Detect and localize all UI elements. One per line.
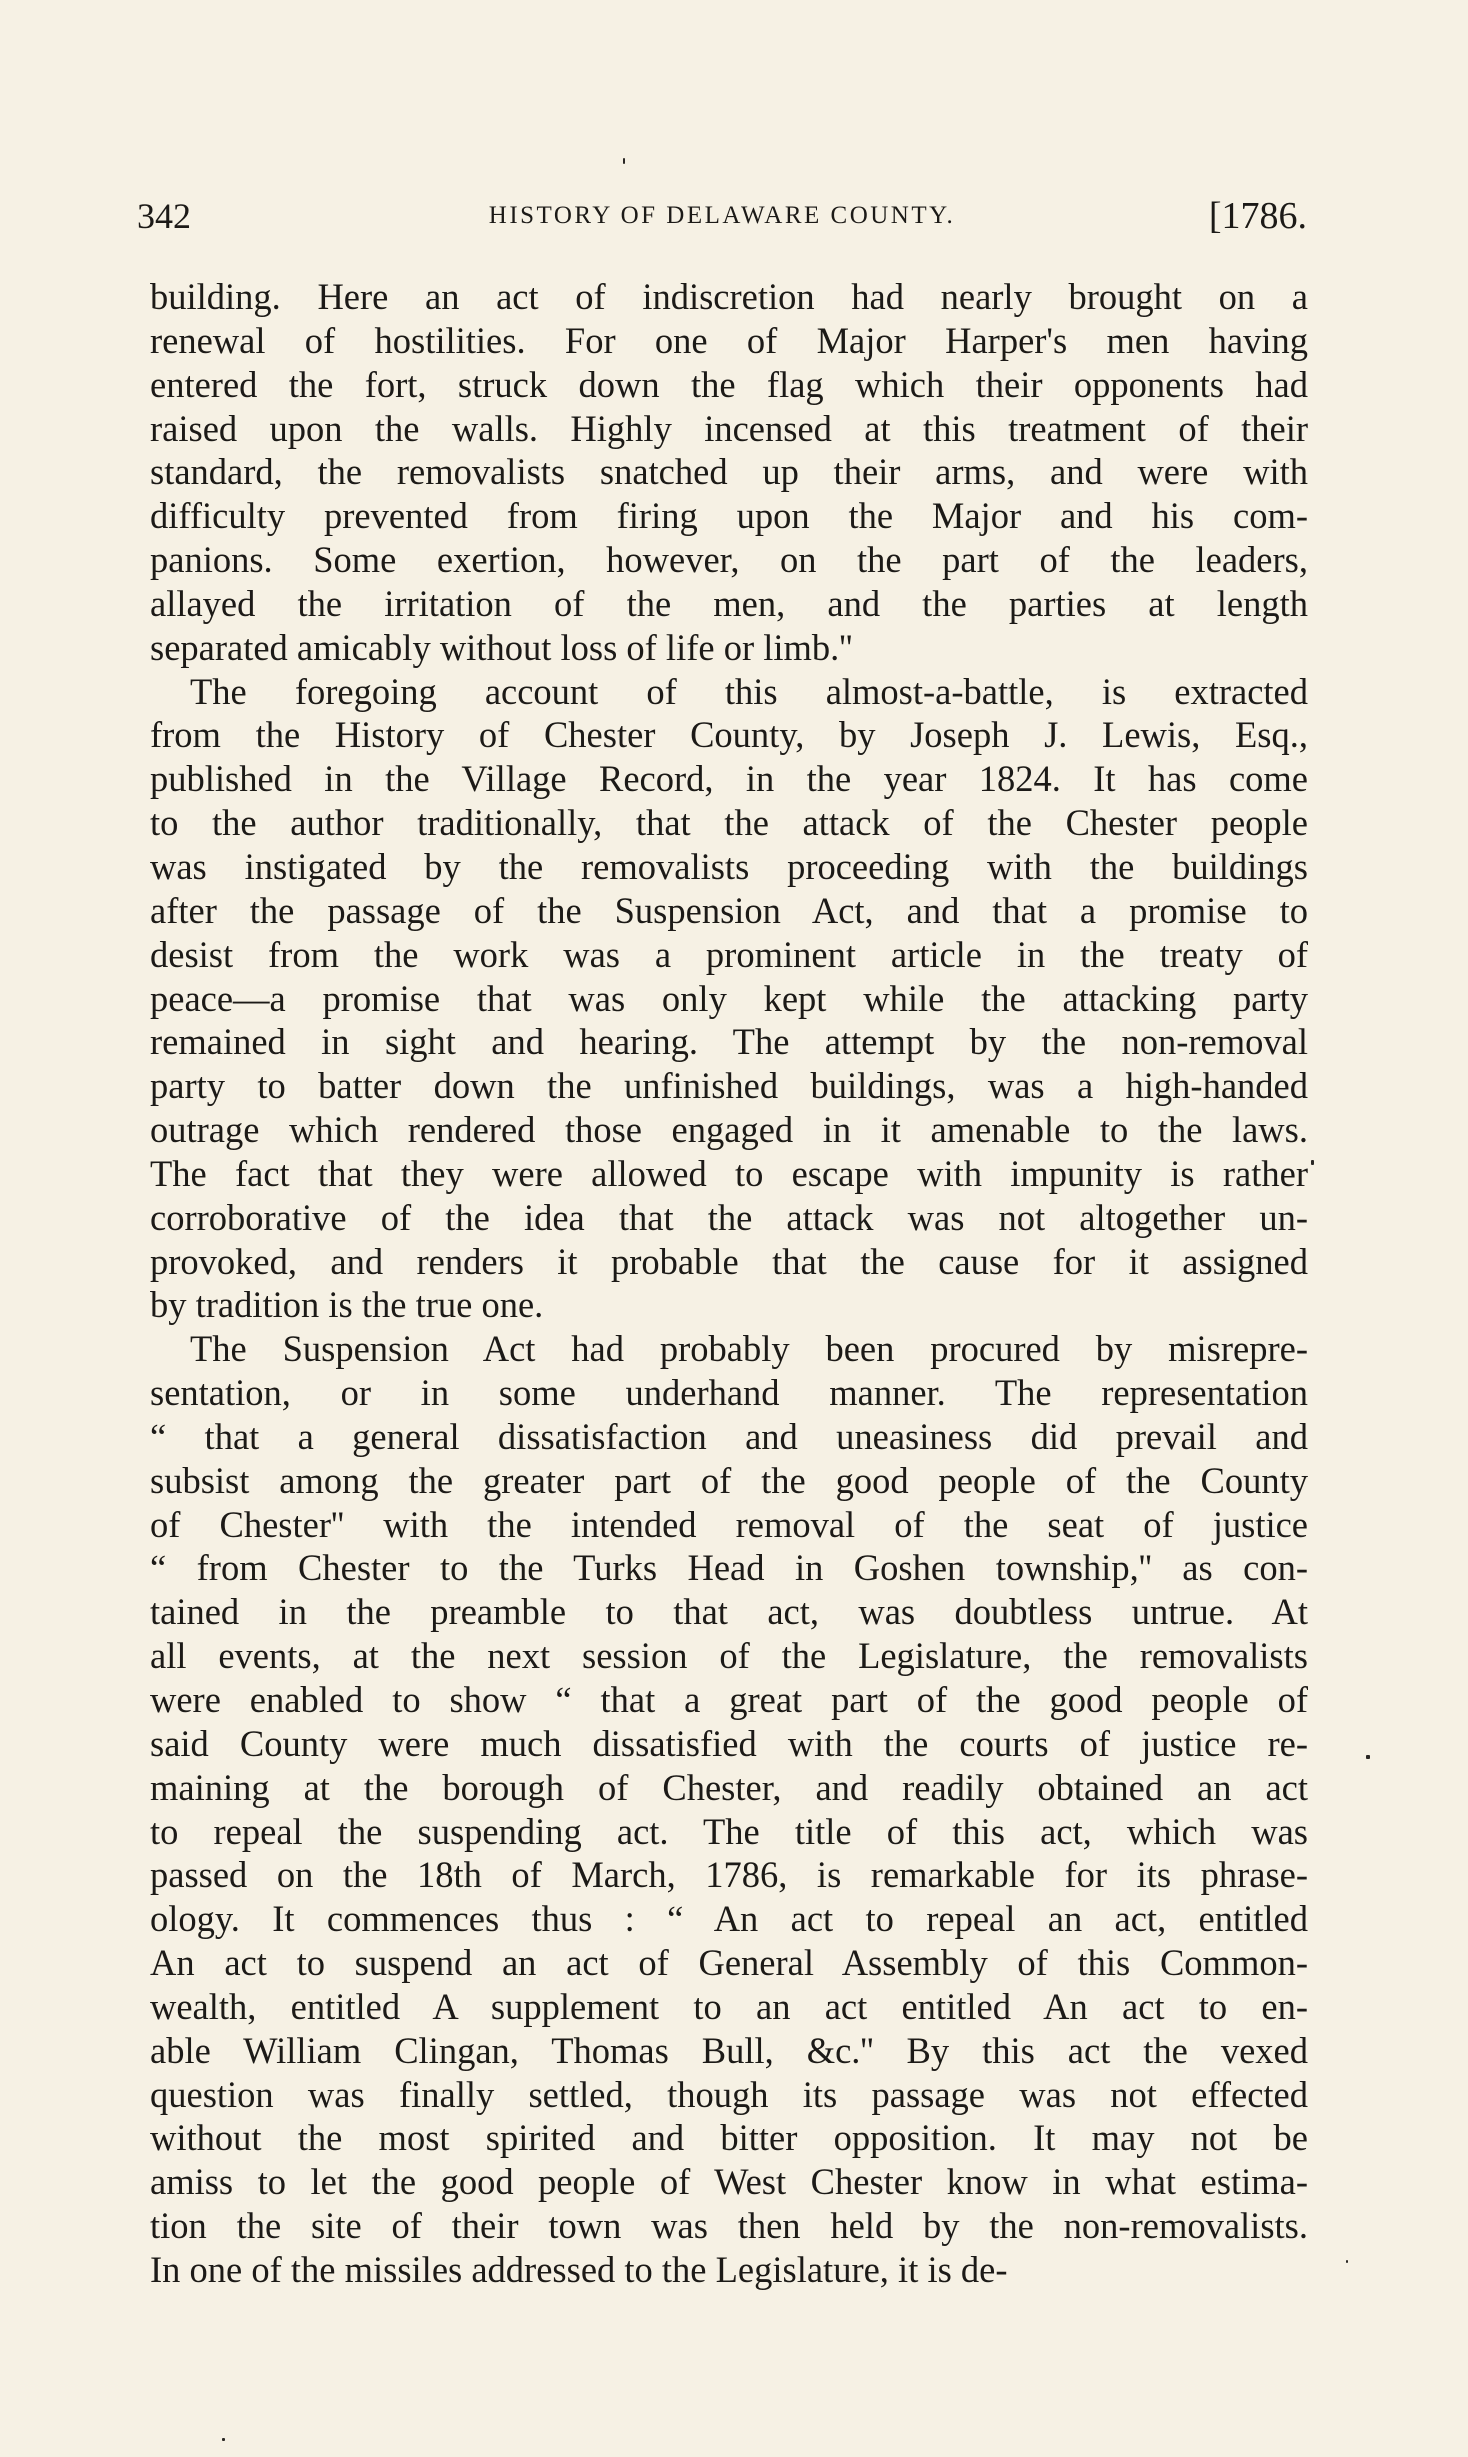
text-line: peace—a promise that was only kept while the attacking party — [150, 977, 1308, 1019]
text-line: subsist among the greater part of the good people of the County — [150, 1459, 1308, 1501]
print-speck — [1346, 2260, 1348, 2263]
text-line: party to batter down the unfinished buildings, was a high-handed — [150, 1065, 1308, 1107]
text-line: “ from Chester to the Turks Head in Goshen township,'' as con- — [150, 1547, 1308, 1589]
text-line: raised upon the walls. Highly incensed at this treatment of their — [150, 407, 1308, 449]
text-line: difficulty prevented from firing upon the Major and his com- — [150, 495, 1308, 537]
year-marker: [1786. — [1208, 195, 1307, 237]
text-line: allayed the irritation of the men, and the parties at length — [150, 582, 1308, 624]
text-line: tained in the preamble to that act, was doubtless untrue. At — [150, 1591, 1308, 1633]
text-line: “ that a general dissatisfaction and uneasiness did prevail and — [150, 1415, 1308, 1457]
text-line: to the author traditionally, that the attack of the Chester people — [150, 802, 1308, 844]
text-line: published in the Village Record, in the year 1824. It has come — [150, 758, 1308, 800]
text-line: building. Here an act of indiscretion had nearly brought on a — [150, 276, 1308, 317]
paragraph — [150, 1327, 1308, 2292]
text-line: were enabled to show “ that a great part of the good people of — [150, 1679, 1308, 1720]
text-line: desist from the work was a prominent article in the treaty of — [150, 933, 1308, 975]
text-line: The Suspension Act had probably been procured by misrepre- — [190, 1328, 1308, 1370]
text-line: to repeal the suspending act. The title of this act, which was — [150, 1810, 1308, 1852]
text-line: all events, at the next session of the Legislature, the removalists — [150, 1635, 1308, 1677]
text-line: entered the fort, struck down the flag which their opponents had — [150, 363, 1308, 405]
text-line: panions. Some exertion, however, on the part of the leaders, — [150, 539, 1308, 581]
text-line: able William Clingan, Thomas Bull, &c.'' By this act the vexed — [150, 2029, 1308, 2071]
running-title: HISTORY OF DELAWARE COUNTY. — [488, 202, 956, 229]
text-line: The fact that they were allowed to escape with impunity is rather — [150, 1152, 1308, 1194]
text-line: sentation, or in some underhand manner. The representation — [150, 1372, 1308, 1414]
text-line: of Chester'' with the intended removal of the seat of justice — [150, 1503, 1308, 1545]
paragraph — [150, 670, 1308, 1328]
print-speck — [1311, 1160, 1314, 1165]
text-line: by tradition is the true one. — [150, 1284, 544, 1326]
print-speck — [222, 2438, 225, 2441]
text-line: standard, the removalists snatched up their arms, and were with — [150, 451, 1308, 493]
text-line: wealth, entitled A supplement to an act entitled An act to en- — [150, 1985, 1308, 2027]
print-speck — [1366, 1755, 1370, 1759]
text-line: amiss to let the good people of West Chester know in what estima- — [150, 2161, 1308, 2203]
text-line: separated amicably without loss of life or limb.'' — [150, 626, 853, 668]
text-line: In one of the missiles addressed to the Legislature, it is de- — [150, 2248, 1008, 2290]
text-line: maining at the borough of Chester, and readily obtained an act — [150, 1766, 1308, 1808]
print-speck — [623, 158, 625, 164]
text-line: said County were much dissatisfied with the courts of justice re- — [150, 1722, 1308, 1764]
text-line: outrage which rendered those engaged in it amenable to the laws. — [150, 1109, 1308, 1151]
text-line: The foregoing account of this almost-a-battle, is extracted — [190, 670, 1308, 712]
text-line: was instigated by the removalists proceeding with the buildings — [150, 845, 1308, 887]
text-line: An act to suspend an act of General Assembly of this Common- — [150, 1942, 1308, 1984]
text-line: renewal of hostilities. For one of Major Harper's men having — [150, 319, 1308, 361]
text-line: tion the site of their town was then held by the non-removalists. — [150, 2205, 1308, 2247]
text-line: without the most spirited and bitter opposition. It may not be — [150, 2117, 1308, 2159]
body-text — [150, 275, 1308, 2292]
text-line: passed on the 18th of March, 1786, is remarkable for its phrase- — [150, 1854, 1308, 1896]
paragraph — [150, 275, 1308, 670]
page-header — [137, 186, 1307, 246]
text-line: remained in sight and hearing. The attempt by the non-removal — [150, 1021, 1308, 1063]
text-line: corroborative of the idea that the attack was not altogether un- — [150, 1196, 1308, 1238]
page-number: 342 — [137, 196, 191, 236]
text-line: ology. It commences thus : “ An act to repeal an act, entitled — [150, 1898, 1308, 1940]
text-line: question was finally settled, though its passage was not effected — [150, 2073, 1308, 2115]
text-line: after the passage of the Suspension Act, and that a promise to — [150, 889, 1308, 931]
text-line: provoked, and renders it probable that the cause for it assigned — [150, 1240, 1308, 1282]
text-line: from the History of Chester County, by Joseph J. Lewis, Esq., — [150, 714, 1308, 756]
